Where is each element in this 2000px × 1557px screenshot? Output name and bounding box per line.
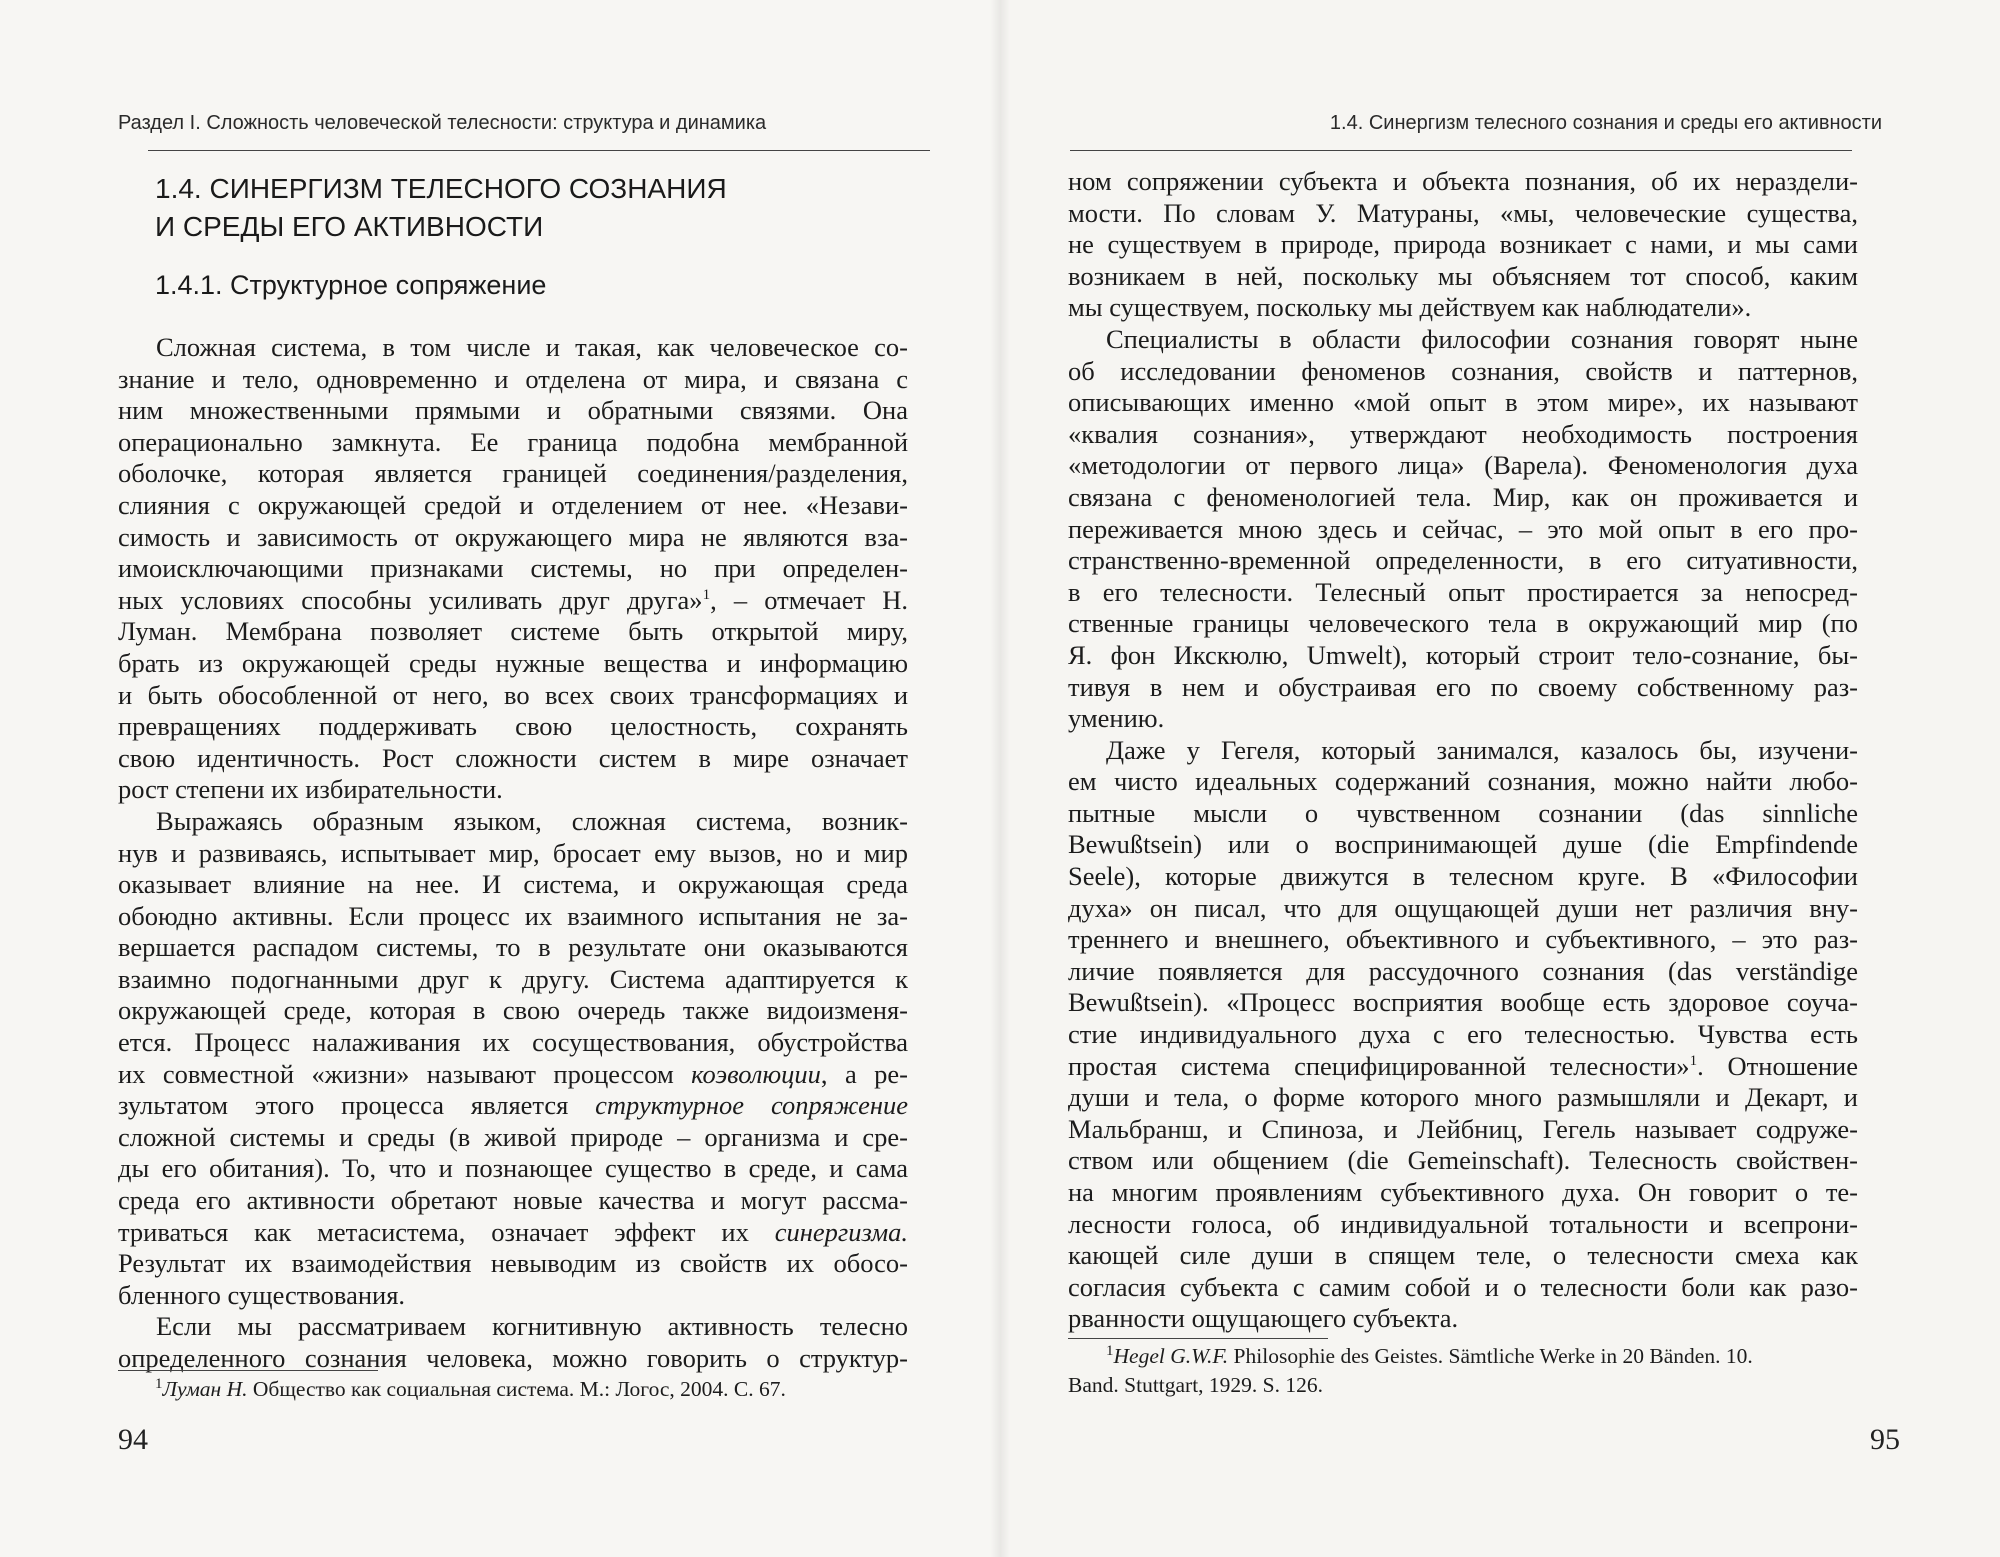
text-line: определенного сознания человека, можно говорить о структур- [118, 1343, 908, 1373]
text-line: ем чисто идеальных содержаний сознания, можно найти любо- [1068, 766, 1858, 797]
footnote-line: Band. Stuttgart, 1929. S. 126. [1068, 1373, 1324, 1397]
text-line [118, 1217, 908, 1249]
text-line: ственные границы человеческого тела в окружающий мир (по [1068, 608, 1858, 639]
right-body-text [1068, 166, 1858, 1335]
text-line: переживается мною здесь и сейчас, – это мой опыт в его про- [1068, 513, 1858, 544]
text-line: знание и тело, одновременно и отделена от мира, и связана с [118, 363, 908, 394]
text-line [118, 1090, 908, 1122]
text-line: ним множественными прямыми и обратными связями. Она [118, 395, 908, 426]
running-head-right: 1.4. Синергизм телесного сознания и среды его активности [1329, 112, 1882, 134]
text-line: Bewußtsein) или о воспринимающей душе (die Empfindende [1068, 829, 1858, 860]
text-line: Сложная система, в том числе и такая, как человеческое со- [156, 332, 908, 362]
text-segment: , а ре- [820, 1058, 908, 1089]
text-line: слияния с окружающей средой и отделением от нее. «Незави- [118, 489, 908, 520]
footnote-left [155, 1375, 786, 1404]
page-number-left: 94 [118, 1423, 148, 1456]
text-line: странственно-временной определенности, в его ситуативности, [1068, 545, 1858, 576]
text-line: об исследовании феноменов сознания, свойств и паттернов, [1068, 355, 1858, 386]
text-line: в его телесности. Телесный опыт простирается за непосред- [1068, 576, 1858, 607]
text-line: умению. [1068, 703, 1165, 734]
footnote-text: Philosophie des Geistes. Sämtliche Werke in 20 Bänden. 10. [1228, 1344, 1753, 1368]
footnote-number: 1 [1106, 1342, 1114, 1359]
text-line: ством или общением (die Gemeinschaft). Телесность свойствен- [1068, 1145, 1858, 1176]
text-line: оказывает влияние на нее. И система, и окружающая среда [118, 869, 908, 900]
section-title: 1.4.1. Структурное сопряжение [155, 270, 547, 300]
chapter-title [155, 170, 915, 246]
text-segment: ных условиях способны усиливать друг друга» [118, 584, 703, 615]
footnote-author: Hegel G.W.F. [1113, 1344, 1229, 1368]
left-body-text [118, 332, 908, 1375]
text-line: Выражаясь образным языком, сложная система, возник- [156, 805, 908, 836]
text-line: окружающей среде, которая в свою очередь также видоизменя- [118, 995, 908, 1026]
text-line: Результат их взаимодействия невыводим из свойств их обосо- [118, 1248, 908, 1279]
text-line: «методологии от первого лица» (Варела). Феноменология духа [1068, 450, 1858, 481]
text-line [118, 585, 908, 617]
text-segment: их совместной «жизни» называют процессом [118, 1058, 692, 1089]
header-rule-right [1070, 150, 1852, 151]
text-line: Специалисты в области философии сознания говорят ныне [1106, 323, 1858, 354]
chapter-title-line-2: И СРЕДЫ ЕГО АКТИВНОСТИ [155, 211, 544, 242]
text-line: не существуем в природе, природа возникает с нами, и мы сами [1068, 229, 1858, 260]
text-segment: , – отмечает Н. [710, 584, 908, 615]
text-line: рост степени их избирательности. [118, 774, 503, 805]
text-line: «квалия сознания», утверждают необходимость построения [1068, 418, 1858, 449]
emphasis-structural-coupling: структурное сопряжение [595, 1090, 908, 1121]
text-line: свою идентичность. Рост сложности систем в мире означает [118, 742, 908, 773]
text-line [1068, 1051, 1858, 1083]
text-line: связана с феноменологией тела. Мир, как он проживается и [1068, 481, 1858, 512]
text-line: взаимно подогнанными друг к другу. Система адаптируется к [118, 963, 908, 994]
running-head-left: Раздел I. Сложность человеческой телесности: структура и динамика [118, 112, 767, 134]
text-line: стие индивидуального духа с его телесностью. Чувства есть [1068, 1019, 1858, 1050]
text-line: ном сопряжении субъекта и объекта познания, об их нераздели- [1068, 166, 1858, 196]
text-line: описывающих именно «мой опыт в этом мире», их называют [1068, 387, 1858, 418]
text-line: Если мы рассматриваем когнитивную активность телесно [156, 1311, 908, 1342]
text-line: Мальбранш, и Спиноза, и Лейбниц, Гегель называет содруже- [1068, 1113, 1858, 1144]
text-line: возникаем в ней, поскольку мы объясняем тот способ, каким [1068, 260, 1858, 291]
text-line: согласия субъекта с самим собой и о телесности боли как разо- [1068, 1271, 1858, 1302]
text-line: рванности ощущающего субъекта. [1068, 1303, 1459, 1334]
text-line: брать из окружающей среды нужные вещества и информацию [118, 647, 908, 678]
text-line: на многим проявлениям субъективного духа. Он говорит о те- [1068, 1177, 1858, 1207]
footnote-author: Луман Н. [162, 1377, 248, 1401]
book-gutter [990, 0, 1010, 1557]
page-number-right: 95 [1870, 1423, 1900, 1456]
text-line: сложной системы и среды (в живой природе – организма и сре- [118, 1121, 908, 1152]
text-line: операционально замкнута. Ее граница подобна мембранной [118, 426, 908, 457]
text-line: вершается распадом системы, то в результате они оказываются [118, 932, 908, 963]
text-line: мы существуем, поскольку мы действуем как наблюдатели». [1068, 292, 1752, 323]
text-line: мости. По словам У. Матураны, «мы, человеческие существа, [1068, 197, 1858, 228]
text-line: пытные мысли о чувственном сознании (das sinnliche [1068, 797, 1858, 828]
text-segment: простая система специфицированной телесности» [1068, 1050, 1690, 1081]
chapter-title-line-1: 1.4. СИНЕРГИЗМ ТЕЛЕСНОГО СОЗНАНИЯ [155, 173, 727, 204]
text-line: превращениях поддерживать свою целостность, сохранять [118, 711, 908, 742]
footnote-marker: 1 [1689, 1052, 1698, 1069]
text-line: ды его обитания). То, что и познающее существо в среде, и сама [118, 1153, 908, 1184]
text-segment: зультатом этого процесса является [118, 1090, 596, 1121]
text-line: симость и зависимость от окружающего мира не являются вза- [118, 521, 908, 552]
text-line: и быть обособленной от него, во всех своих трансформациях и [118, 679, 908, 710]
text-line: среда его активности обретают новые качества и могут рассма- [118, 1185, 908, 1216]
header-rule-left [148, 150, 930, 151]
text-line: кающей силе души в спящем теле, о телесности смеха как [1068, 1240, 1858, 1271]
footnote-rule-left [118, 1370, 378, 1371]
emphasis-synergism: синергизма. [774, 1216, 908, 1247]
text-line [118, 1059, 908, 1091]
footnote-marker: 1 [702, 586, 711, 603]
text-segment: . Отношение [1697, 1050, 1858, 1081]
text-line: Даже у Гегеля, который занимался, казалось бы, изучени- [1106, 734, 1858, 765]
footnote-text: Общество как социальная система. М.: Логос, 2004. С. 67. [247, 1377, 786, 1401]
text-line: ется. Процесс налаживания их сосуществования, обустройства [118, 1027, 908, 1058]
text-line: Я. фон Икскюлю, Umwelt), который строит тело-сознание, бы- [1068, 639, 1858, 670]
text-segment: триваться как метасистема, означает эффект их [118, 1216, 775, 1247]
text-line: Bewußtsein). «Процесс восприятия вообще есть здоровое соуча- [1068, 987, 1858, 1018]
text-line: души и тела, о форме которого много размышляли и Декарт, и [1068, 1082, 1858, 1113]
text-line: бленного существования. [118, 1279, 406, 1310]
text-line: имоисключающими признаками системы, но при определен- [118, 553, 908, 584]
text-line: оболочке, которая является границей соединения/разделения, [118, 458, 908, 489]
footnote-rule-right [1068, 1338, 1328, 1339]
text-line: тивуя в нем и обустраивая его по своему собственному раз- [1068, 671, 1858, 702]
text-line: Seele), которые движутся в телесном круге. В «Философии [1068, 861, 1858, 892]
footnote-number: 1 [155, 1375, 163, 1392]
text-line: личие появляется для рассудочного сознания (das verständige [1068, 955, 1858, 986]
right-page [1000, 0, 2000, 1557]
text-line: Луман. Мембрана позволяет системе быть открытой миру, [118, 616, 908, 647]
text-line: треннего и внешнего, объективного и субъективного, – это раз- [1068, 924, 1858, 955]
emphasis-coevolution: коэволюции [691, 1058, 821, 1089]
text-line: обоюдно активны. Если процесс их взаимного испытания не за- [118, 900, 908, 931]
text-line: духа» он писал, что для ощущающей души нет различия вну- [1068, 892, 1858, 923]
footnote-line [1068, 1342, 1898, 1371]
text-line: лесности голоса, об индивидуальной тотальности и всепрони- [1068, 1208, 1858, 1239]
text-line: нув и развиваясь, испытывает мир, бросает ему вызов, но и мир [118, 837, 908, 868]
footnote-right [1068, 1342, 1898, 1400]
